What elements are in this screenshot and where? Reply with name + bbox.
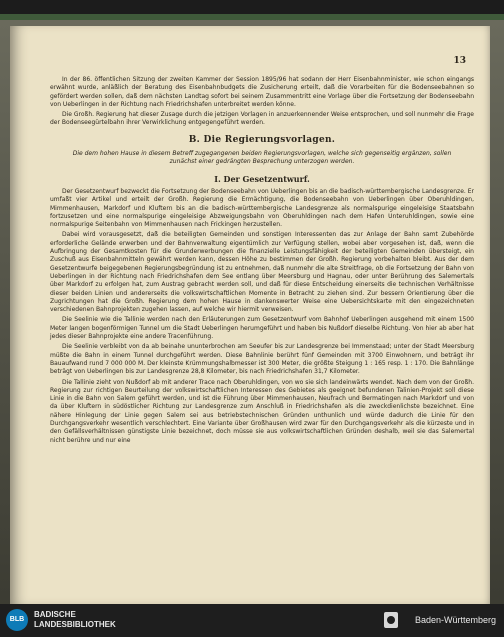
baden-wuerttemberg-brand[interactable]: Baden-Württemberg — [414, 615, 496, 625]
paragraph: Dabei wird vorausgesetzt, daß die beteiligten Gemeinden und sonstigen Interessenten das zur Anlage der Bahn samt Zubehörde erforderliche Gelände erwerben und der Bahnverwaltung eigentümlich zur Verfügung stellen, wobei aber vorgesehen ist, daß, wenn die Aufbringung der Gesamtkosten für die Grunderwerbungen die finanzielle Leistungsfähigkeit der beteiligten Gemeinden übersteigt, ein Zuschuß aus Eisenbahnmitteln gewährt werden kann, dessen Höhe zu bestimmen der Großh. Regierung vorbehalten bleibt. Aus der dem Gesetzentwurfe beigegebenen Regierungsbegründung ist zu entnehmen, daß nunmehr die alte Streitfrage, ob die Fortsetzung der Bahn von Ueberlingen in der Richtung nach Friedrichshafen dem See entlang über Meersburg und Hagnau, oder unter Berührung des Salemertals über Markdorf zu erfolgen hat, zum Austrag gebracht werden soll, und daß für diese Entscheidung einerseits die technischen Verhältnisse dieser beiden Linien und andererseits die volkswirtschaftlichen Momente in Betracht zu ziehen sind. Zur bessern Orientierung über die Zugrichtungen hat die Großh. Regierung dem hohen Hause in dankenswerter Weise eine Uebersichtskarte mit den eingezeichneten verschiedenen Bahnprojekten zugehen lassen, auf welche wir hiermit verweisen. — [50, 231, 474, 314]
blb-brand-line2: LANDESBIBLIOTHEK — [34, 620, 116, 629]
paragraph: Die Seelinie verbleibt von da ab beinahe ununterbrochen am Seeufer bis zur Landesgrenze bei Immenstaad; unter der Stadt Meersburg müßte die Bahn in einem Tunnel durchgeführt werden. Diese Bahnlinie berührt fünf Gemeinden mit 3700 Einwohnern, und beträgt ihr Bauaufwand rund 7 000 000 M. Der kleinste Krümmungshalbmesser ist 300 Meter, die größte Steigung 1 : 165 resp. 1 : 170. Die Bahnlänge beträgt von Ueberlingen bis zur Landesgrenze 28,8 Kilometer, bis nach Friedrichshafen 31,7 Kilometer. — [50, 343, 474, 376]
section-heading-1: I. Der Gesetzentwurf. — [214, 173, 310, 184]
paragraph: In der 86. öffentlichen Sitzung der zweiten Kammer der Session 1895/96 hat sodann der Herr Eisenbahnminister, wie schon eingangs erwähnt wurde, anläßlich der Beratung des Eisenbahnbudgets die Zusicherung erteilt, daß die Vorarbeiten für die Bodenseebahnen so gefördert werden sollen, daß dem nächsten Landtag sofort bei seinem Zusammentritt eine Vorlage über die Fortsetzung der Bodenseebahn von Ueberlingen in der Richtung nach Friedrichshafen unterbreitet werden könne. — [50, 76, 474, 108]
document-page — [10, 26, 490, 604]
paragraph: Der Gesetzentwurf bezweckt die Fortsetzung der Bodenseebahn von Ueberlingen bis an die badisch-württembergische Landesgrenze. Er umfaßt vier Artikel und erteilt der Großh. Regierung die Ermächtigung, die Bodenseebahn von Ueberlingen über Oberuhldingen, Mimmenhausen, Markdorf und Kluftern bis an die badisch-württembergische Landesgrenze als normalspurige eingeleisige Staatsbahn fortzusetzen und eine normalspurige eingeleisige Abzweigungsbahn von Oberuhldingen nach dem Hafen Unteruhldingen, sowie eine normalspurige Seitenbahn von Mimmenhausen nach Frickingen herzustellen. — [50, 187, 474, 229]
baden-wuerttemberg-crest-icon — [384, 612, 398, 628]
section-intro: Die dem hohen Hause in diesem Betreff zugegangenen beiden Regierungsvorlagen, welche sich gegenseitig ergänzen, sollen zunächst einer gedrängten Besprechung unterzogen werden. — [72, 150, 452, 166]
blb-brand[interactable] — [34, 610, 116, 630]
blb-logo-icon[interactable]: BLB — [6, 609, 28, 631]
page-content — [50, 76, 474, 447]
section-heading-b: B. Die Regierungsvorlagen. — [188, 134, 336, 145]
page-number: 13 — [453, 56, 466, 66]
paragraph: Die Seelinie wie die Tallinie werden nach den Erläuterungen zum Gesetzentwurf vom Bahnhof Ueberlingen ausgehend mit einem 1500 Meter langen bogenförmigen Tunnel um die Stadt Ueberlingen herumgeführt und haben bis Nußdorf dieselbe Richtung. Von hier ab aber hat jedes dieser Bahnprojekte eine andere Tracenführung. — [50, 316, 474, 341]
paragraph: Die Tallinie zieht von Nußdorf ab mit anderer Trace nach Oberuhldingen, von wo sie sich landeinwärts wendet. Nach dem von der Großh. Regierung zur richtigen Beurteilung der volkswirtschaftlichen Interessen des Gebietes als geeignet befundenen Talinien-Projekt soll diese Linie in die Bahn von Salem geführt werden, und ist die Führung über Mimmenhausen, Neufrach und Bermatingen nach Markdorf und von da über Kluftern in südöstlicher Richtung zur Landesgrenze zum Anschluß in Friedrichshafen als die zweckdienlichste bezeichnet. Eine nähere Hinlegung der Linie gegen Salem sei aus betriebstechnischen Gründen unthunlich und würde dadurch die Linie für den Durchgangsverkehr wesentlich verschlechtert. Eine Variante über Großhausen wird zwar für den Durchgangsverkehr als die kürzeste und in den Gefällsverhältnissen günstigste Linie bezeichnet, doch müsse sie aus volkswirtschaftlichen Gründen deshalb, weil sie das Salemertal nicht berühre und nur eine — [50, 378, 474, 444]
viewer-footer — [0, 604, 504, 637]
blb-brand-line1: BADISCHE — [34, 610, 76, 619]
paragraph: Die Großh. Regierung hat dieser Zusage durch die jetzigen Vorlagen in anzuerkennender Weise entsprochen, und soll nunmehr die Frage der Bodenseegürtelbahn ihrer Verwirklichung entgegengeführt werden. — [50, 111, 474, 127]
